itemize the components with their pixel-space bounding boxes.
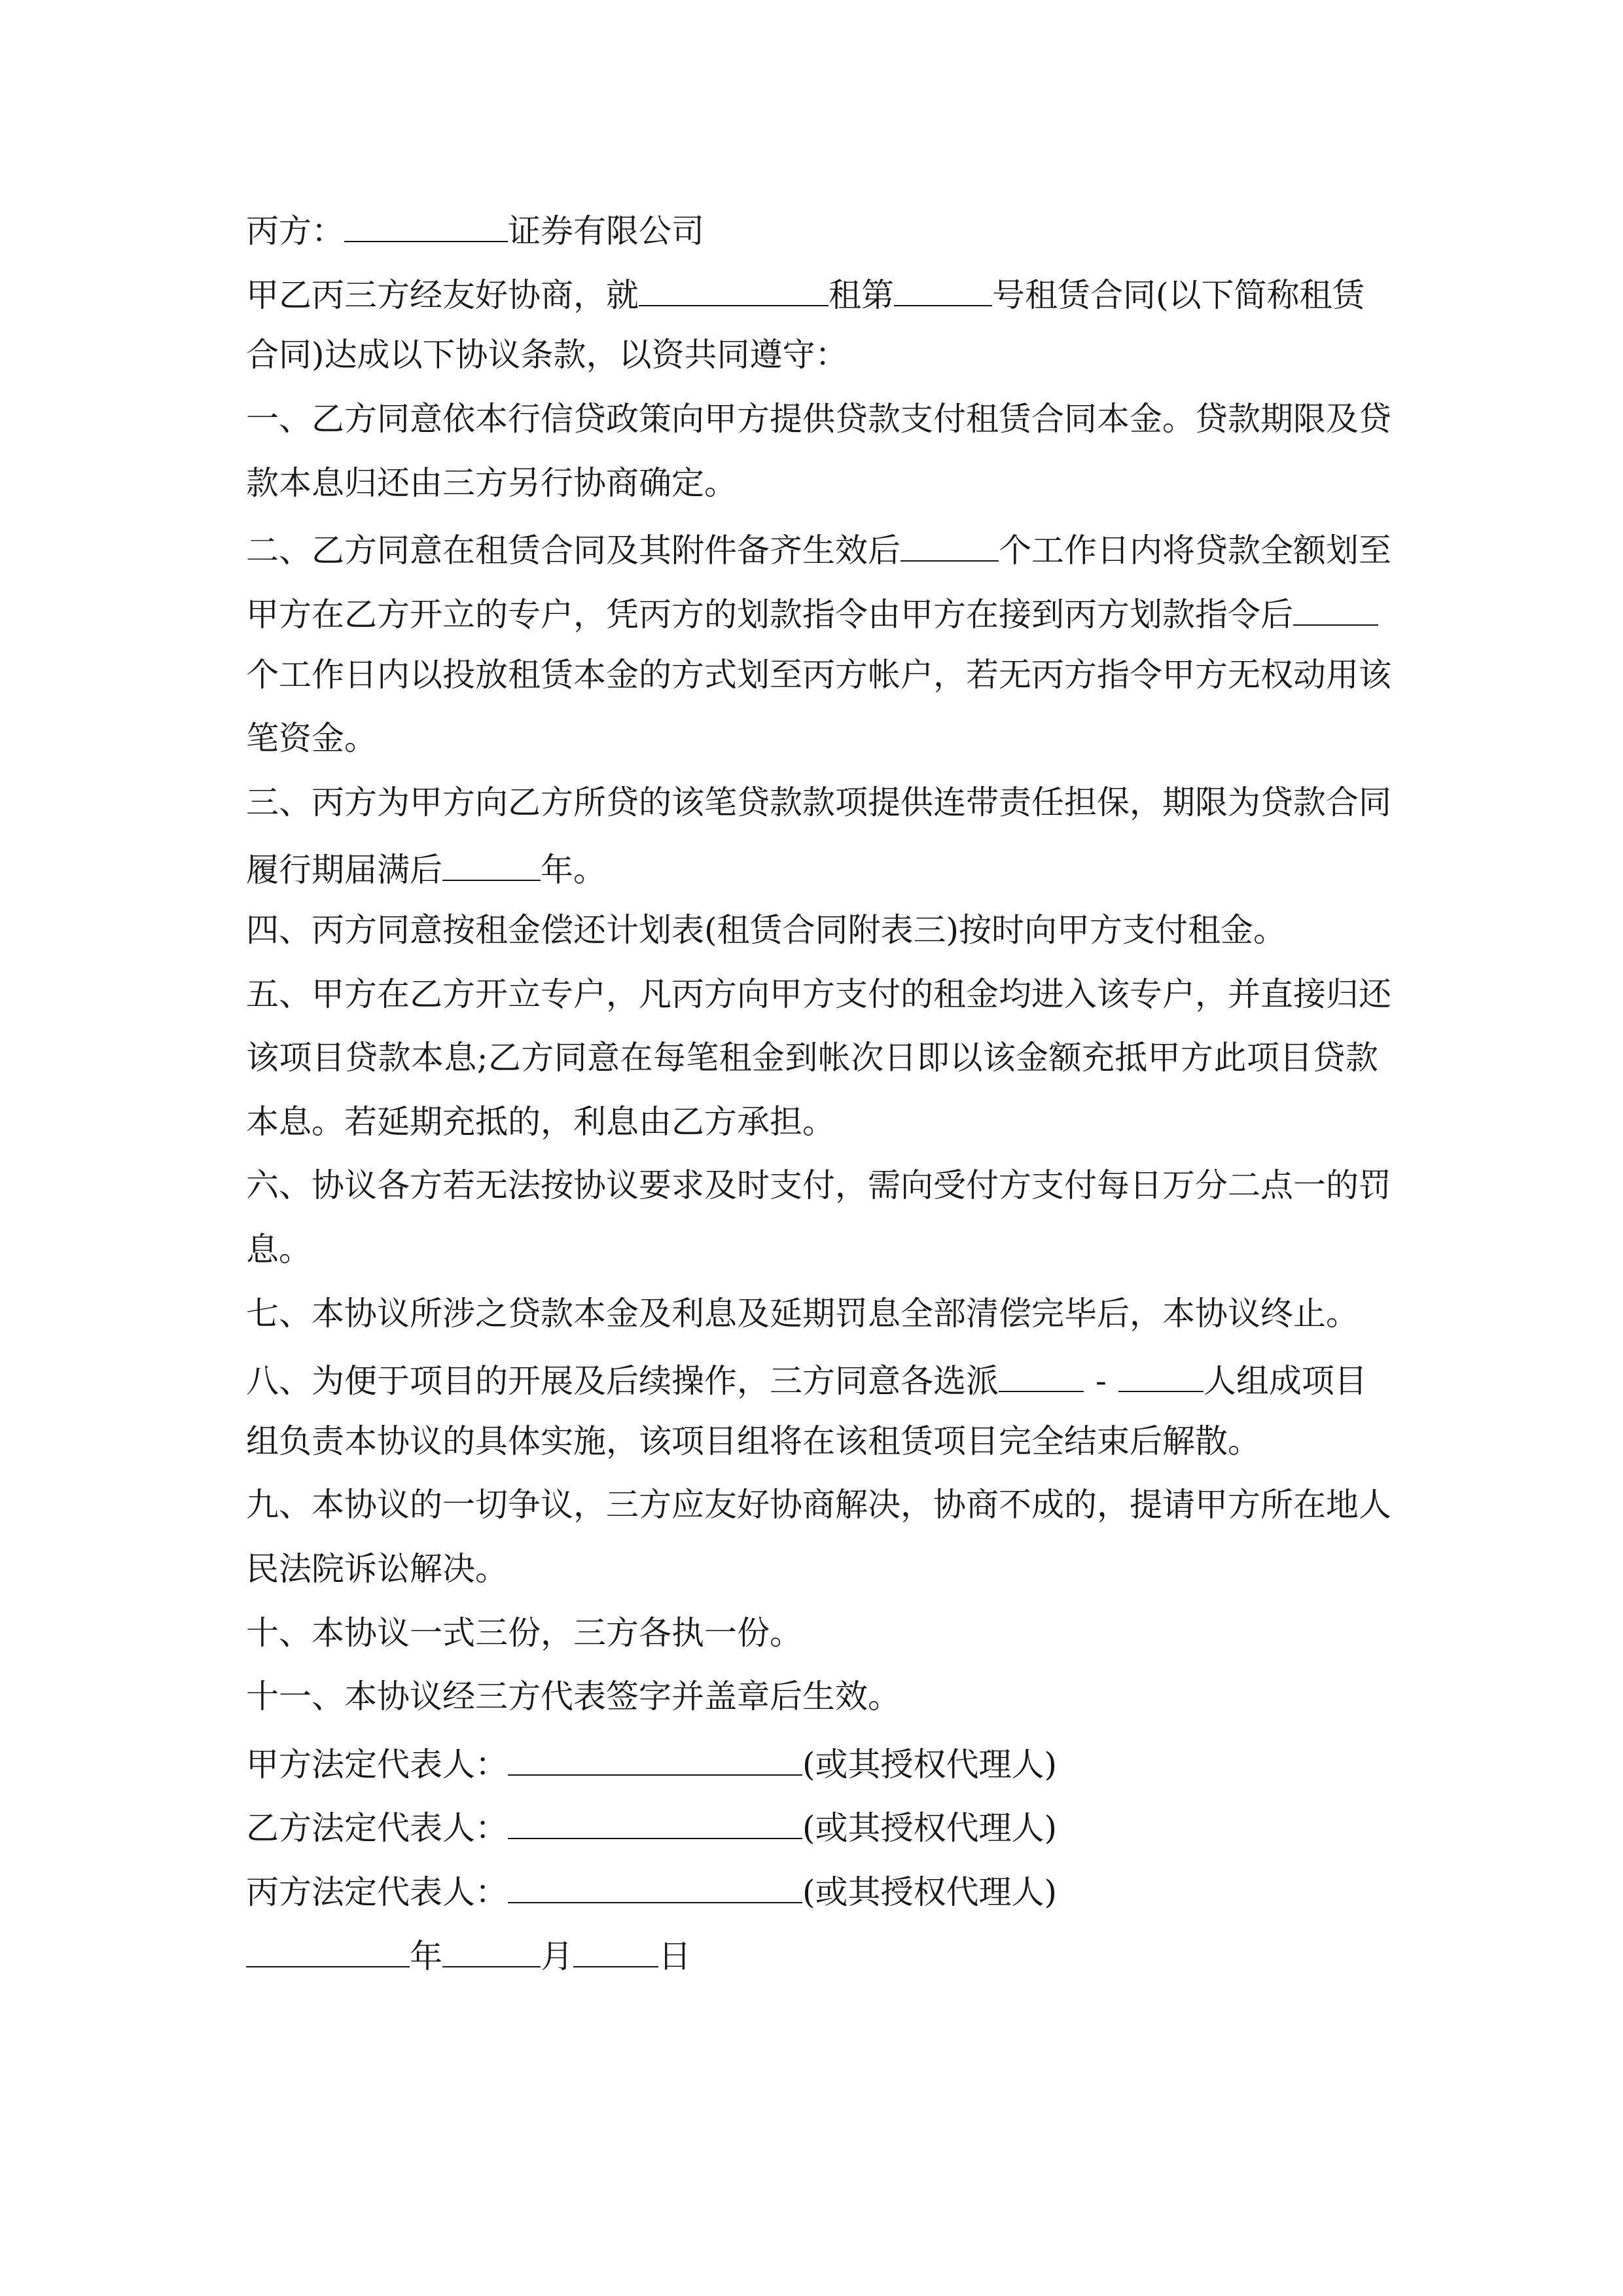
clause-11-line-1: 十一、本协议经三方代表签字并盖章后生效。 <box>246 1677 901 1715</box>
clause-2-line-4: 笔资金。 <box>246 719 377 757</box>
date-year-blank <box>246 1936 410 1967</box>
lease-name-blank <box>639 275 829 306</box>
working-days-blank-2 <box>1293 594 1378 626</box>
intro-line-2: 合同)达成以下协议条款，以资共同遵守： <box>246 336 848 374</box>
clause-2-line-3: 个工作日内以投放租赁本金的方式划至丙方帐户，若无丙方指令甲方无权动用该 <box>246 656 1391 694</box>
clause-5-line-2: 该项目贷款本息;乙方同意在每笔租金到帐次日即以该金额充抵甲方此项目贷款 <box>246 1039 1378 1077</box>
clause-1-line-2: 款本息归还由三方另行协商确定。 <box>246 464 737 502</box>
clause-9-line-1: 九、本协议的一切争议，三方应友好协商解决，协商不成的，提请甲方所在地人 <box>246 1486 1391 1524</box>
clause-6-line-2: 息。 <box>246 1230 312 1268</box>
clause-8-line-1: 八、为便于项目的开展及后续操作，三方同意各选派 - 人组成项目 <box>246 1362 1367 1400</box>
clause-6-line-1: 六、协议各方若无法按协议要求及时支付，需向受付方支付每日万分二点一的罚 <box>246 1166 1391 1204</box>
date-day-blank <box>573 1936 658 1967</box>
intro-line-1: 甲乙丙三方经友好协商，就 租第 号租赁合同(以下简称租赁 <box>246 276 1365 314</box>
party-c-label: 丙方： <box>246 212 344 250</box>
clause-3-line-2: 履行期届满后 年。 <box>246 851 606 889</box>
clause-5-line-1: 五、甲方在乙方开立专户，凡丙方向甲方支付的租金均进入该专户，并直接归还 <box>246 975 1391 1013</box>
clause-7-line-1: 七、本协议所涉之贷款本金及利息及延期罚息全部清偿完毕后，本协议终止。 <box>246 1295 1359 1333</box>
clause-8-line-2: 组负责本协议的具体实施，该项目组将在该租赁项目完全结束后解散。 <box>246 1422 1260 1460</box>
lease-number-blank <box>894 275 992 306</box>
clause-9-line-2: 民法院诉讼解决。 <box>246 1550 508 1588</box>
clause-2-line-1: 二、乙方同意在租赁合同及其附件备齐生效后 个工作日内将贷款全额划至 <box>246 531 1391 569</box>
clause-1-line-1: 一、乙方同意依本行信贷政策向甲方提供贷款支付租赁合同本金。贷款期限及贷 <box>246 400 1391 438</box>
clause-5-line-3: 本息。若延期充抵的，利息由乙方承担。 <box>246 1103 835 1141</box>
clause-3-line-1: 三、丙方为甲方向乙方所贷的该笔贷款款项提供连带责任担保，期限为贷款合同 <box>246 783 1391 821</box>
signature-party-a: 甲方法定代表人： (或其授权代理人) <box>246 1746 1058 1784</box>
clause-4-line-1: 四、丙方同意按租金偿还计划表(租赁合同附表三)按时向甲方支付租金。 <box>246 911 1287 949</box>
clause-2-line-2: 甲方在乙方开立的专户，凭丙方的划款指令由甲方在接到丙方划款指令后 <box>246 594 1378 631</box>
guarantee-years-blank <box>442 850 541 881</box>
signature-party-b: 乙方法定代表人： (或其授权代理人) <box>246 1809 1058 1847</box>
signature-blank-a <box>508 1744 802 1776</box>
members-min-blank <box>999 1361 1084 1392</box>
date-line: 年 月 日 <box>246 1936 1378 1973</box>
signature-blank-c <box>508 1872 802 1903</box>
clause-10-line-1: 十、本协议一式三份，三方各执一份。 <box>246 1614 802 1652</box>
date-month-blank <box>442 1936 541 1967</box>
party-c-suffix: 证券有限公司 <box>508 212 704 250</box>
company-name-blank <box>344 211 508 242</box>
signature-blank-b <box>508 1808 802 1839</box>
members-max-blank <box>1118 1361 1204 1392</box>
party-c-line <box>246 211 1378 250</box>
signature-party-c: 丙方法定代表人： (或其授权代理人) <box>246 1873 1058 1911</box>
working-days-blank-1 <box>901 530 999 562</box>
